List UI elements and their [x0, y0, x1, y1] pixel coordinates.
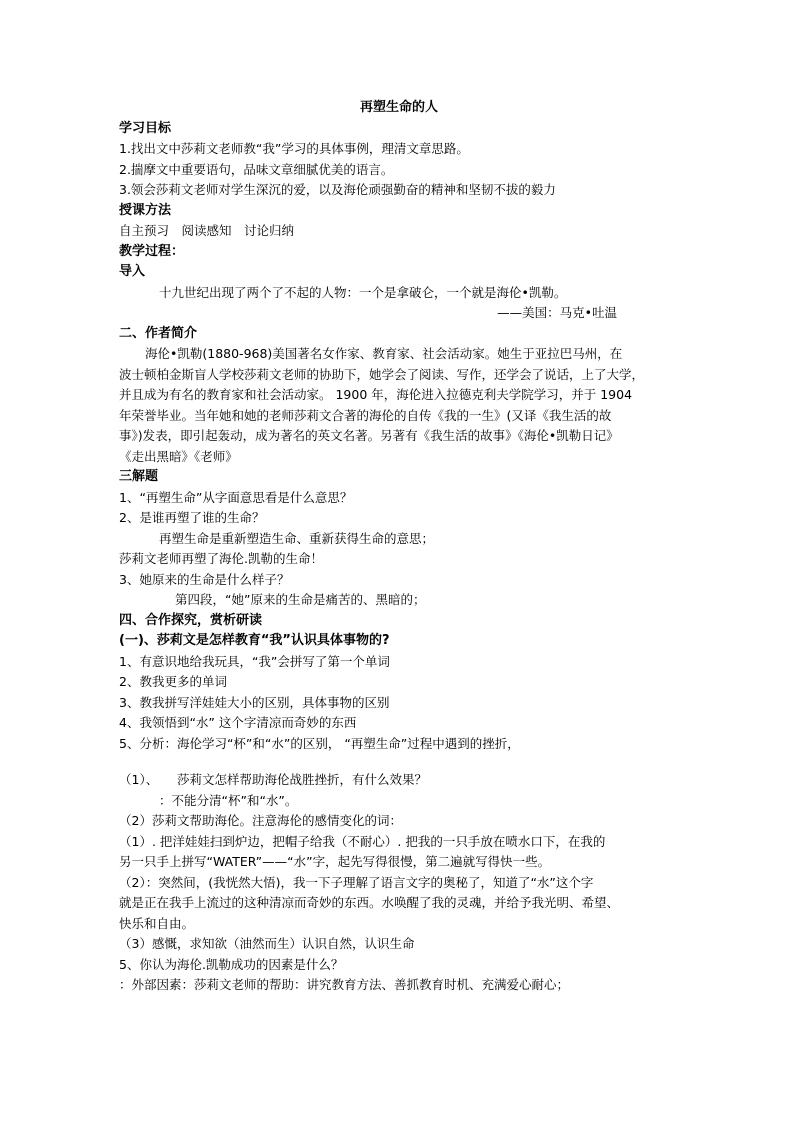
- answer: 第四段，“她”原来的生命是痛苦的、黑暗的；: [175, 592, 426, 607]
- part2-line: 快乐和自由。: [119, 915, 195, 931]
- answer: ：外部因素：莎莉文老师的帮助：讲究教育方法、善抓教育时机、充满爱心耐心；: [119, 977, 570, 992]
- question: 3、她原来的生命是什么样子？: [119, 571, 290, 587]
- question: 1、“再塑生命”从字面意思看是什么意思？: [119, 489, 353, 505]
- part3-line: （3）感慨，求知欲（油然而生）认识自然，认识生命: [119, 936, 415, 951]
- author-paragraph-line: 并且成为有名的教育家和社会活动家。 1900 年，海伦进入拉德克利夫学院学习，并于 1904: [119, 387, 633, 402]
- goal-item: 3.领会莎莉文老师对学生深沉的爱，以及海伦顽强勤奋的精神和坚韧不拔的毅力: [119, 182, 556, 197]
- document-body: [119, 98, 679, 996]
- method-heading: 授课方法: [119, 202, 172, 218]
- author-heading: 二、作者简介: [119, 325, 198, 341]
- intro-author: ——美国：马克•吐温: [497, 305, 617, 320]
- coop-heading: 四、合作探究，赏析研读: [119, 612, 263, 628]
- part1-question: （1）、 莎莉文怎样帮助海伦战胜挫折，有什么效果？: [119, 772, 427, 787]
- goal-item: 2.揣摩文中重要语句，品味文章细腻优美的语言。: [119, 161, 394, 177]
- question: 2、是谁再塑了谁的生命？: [119, 510, 265, 525]
- coop-subheading: (一)、莎莉文是怎样教育“我”认识具体事物的?: [119, 633, 390, 648]
- spacer: [119, 754, 679, 770]
- intro-heading: 导入: [119, 264, 146, 279]
- part2-line: （2）：突然间，(我恍然大悟)，我一下子理解了语言文字的奥秘了，知道了“水”这个字: [119, 874, 594, 890]
- answer: 莎莉文老师再塑了海伦.凯勒的生命！: [119, 551, 323, 566]
- title-section-heading: 三解题: [119, 469, 159, 484]
- author-paragraph-line: 波士顿柏金斯盲人学校莎莉文老师的协助下，她学会了阅读、写作，还学会了说话，上了大学，: [119, 366, 645, 382]
- document-title: 再塑生命的人: [359, 100, 438, 115]
- author-paragraph-line: 海伦•凯勒(1880-968)美国著名女作家、教育家、社会活动家。她生于亚拉巴马州，在: [145, 346, 623, 361]
- step-item: 2、教我更多的单词: [119, 674, 227, 689]
- method-text: 自主预习 阅读感知 讨论归纳: [119, 223, 295, 238]
- goals-heading: 学习目标: [119, 120, 172, 136]
- part2-line: 就是正在我手上流过的这种清凉而奇妙的东西。水唤醒了我的灵魂，并给予我光明、希望、: [119, 895, 620, 910]
- answer: 再塑生命是重新塑造生命、重新获得生命的意思；: [159, 530, 435, 546]
- question: 5、你认为海伦.凯勒成功的因素是什么？: [119, 956, 344, 972]
- part2-line: （1）. 把洋娃娃扫到炉边，把帽子给我（不耐心）. 把我的一只手放在喷水口下，在我的: [119, 833, 606, 849]
- goal-item: 1.找出文中莎莉文老师教“我”学习的具体事例，理清文章思路。: [119, 141, 469, 156]
- author-paragraph-line: 年荣誉毕业。当年她和她的老师莎莉文合著的海伦的自传《我的一生》(又译《我生活的故: [119, 407, 612, 423]
- intro-quote: 十九世纪出现了两个了不起的人物：一个是拿破仑，一个就是海伦•凯勒。: [159, 284, 567, 300]
- part2-line: 另一只手上拼写“WATER”——“水”字，起先写得很慢，第二遍就写得快一些。: [119, 854, 551, 869]
- step-item: 1、有意识地给我玩具，“我”会拼写了第一个单词: [119, 653, 390, 669]
- part1-answer: ：不能分清“杯”和“水”。: [159, 792, 298, 808]
- part2-heading: （2）莎莉文帮助海伦。注意海伦的感情变化的词：: [119, 813, 402, 828]
- author-paragraph-line: 事》)发表，即引起轰动，成为著名的英文名著。另著有《我生活的故事》《海伦•凯勒日记》: [119, 428, 619, 443]
- author-paragraph-line: 《走出黑暗》《老师》: [119, 448, 238, 464]
- process-heading: 教学过程：: [119, 243, 185, 259]
- step-item: 5、分析：海伦学习“杯”和“水”的区别， “再塑生命”过程中遇到的挫折，: [119, 735, 520, 751]
- step-item: 3、教我拼写洋娃娃大小的区别，具体事物的区别: [119, 694, 390, 710]
- step-item: 4、我领悟到“水” 这个字清凉而奇妙的东西: [119, 715, 357, 730]
